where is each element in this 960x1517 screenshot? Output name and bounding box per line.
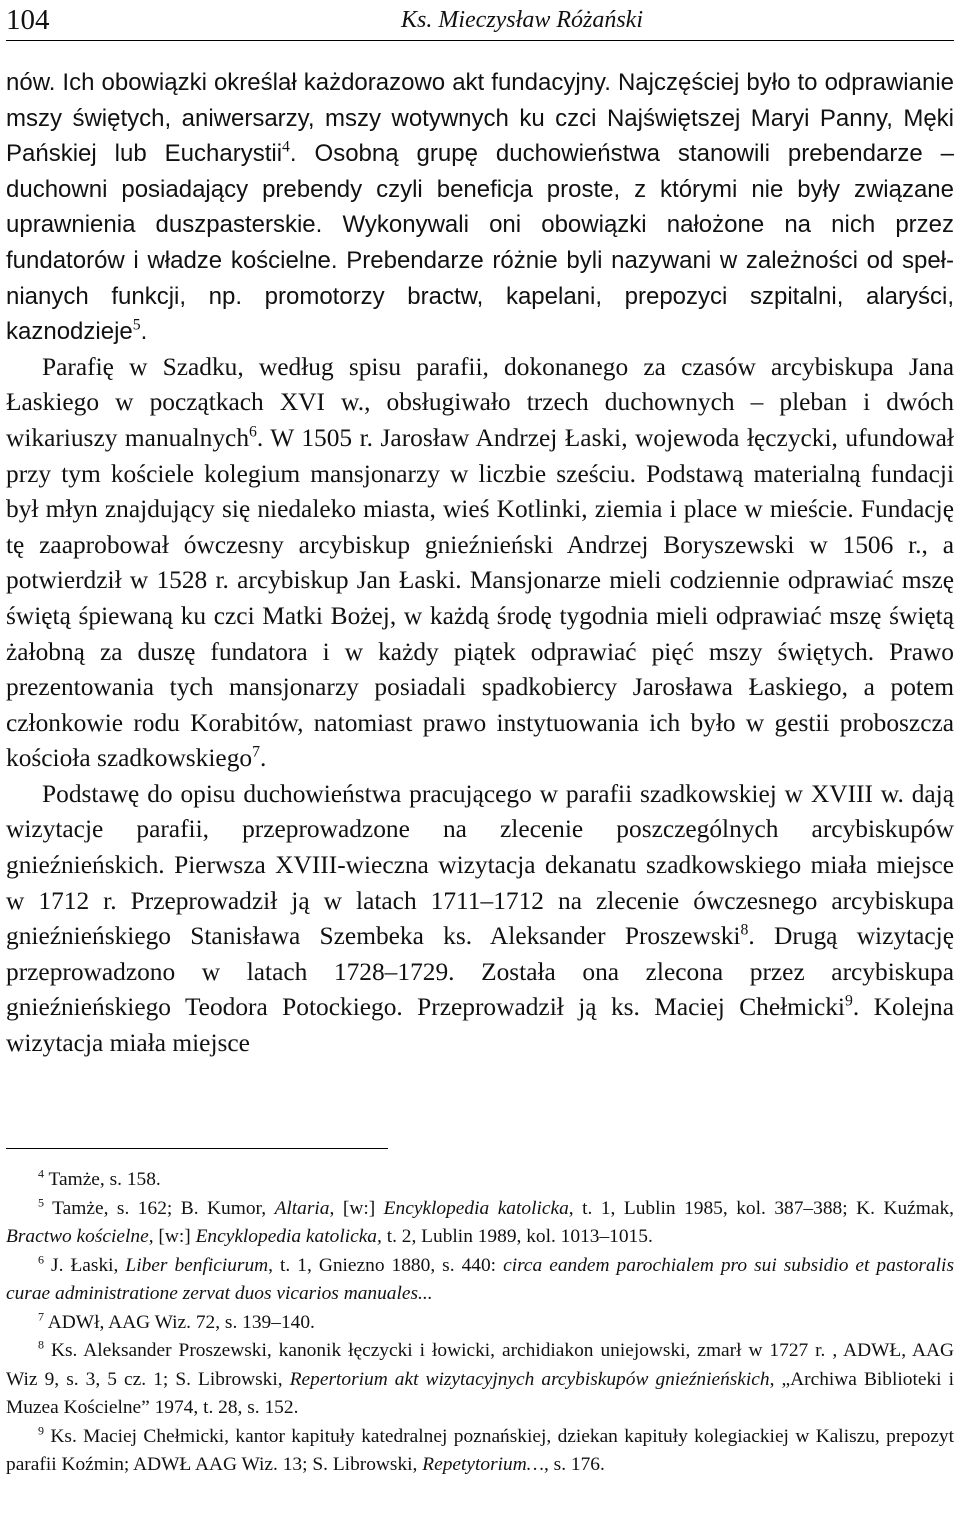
running-head: Ks. Mieczysław Różański <box>401 7 643 33</box>
footnote-ref-9[interactable]: 9 <box>844 992 853 1010</box>
footnote-4: $^4$ Tamże, s. 158. <box>38 1166 161 1190</box>
footnote-ref-5[interactable]: 5 <box>132 316 141 334</box>
footnote-ref-7[interactable]: 7 <box>252 743 260 761</box>
footnotes <box>6 1166 954 1480</box>
footnote-8: $^8$ Ks. Aleksander Proszewski, kanonik łęczycki i łowicki, archidiakon uniejowski, zmarł w 1727 r. , ADWŁ, AAG Wiz 9, s. 3, 5 cz. 1; S. Librowski, Repertorium akt wizytacyjnych arcybiskupów gnieźnieńskich, „Archiwa Biblioteki i Muzea Kościelne” 1974, t. 28, s. 152. <box>6 1337 954 1418</box>
main-text <box>6 65 954 1062</box>
footnote-ref-6[interactable]: 6 <box>249 423 257 441</box>
footnote-9: $^9$ Ks. Maciej Chełmicki, kantor kapituły katedralnej poznańskiej, dziekan kapituły kolegiackiej w Kaliszu, prepozyt parafii Koźmin; ADWŁ AAG Wiz. 13; S. Librowski, Repetytorium…, s. 176. <box>6 1423 954 1475</box>
footnote-ref-4[interactable]: 4 <box>282 138 290 156</box>
footnote-7: $^7$ ADWł, AAG Wiz. 72, s. 139–140. <box>38 1309 315 1333</box>
paragraph-1: nów. Ich obowiązki określał każdorazowo akt fundacyjny. Najczęściej było to odprawianie mszy świętych, aniwersarzy, mszy wotywnych ku czci Najświętszej Maryi Panny, Męki Pańskiej lub Eucharystii$^4$. Osobną grupę duchowieństwa stanowili prebendarze – duchowni posiadający prebendy czyli beneficja proste, z którymi nie były związane uprawnienia duszpasterskie. Wykonywali oni obowiązki nałożone na nich przez fundatorów i władze kościelne. Prebendarze różnie byli nazywani w zależności od spełnianych funkcji, np. promotorzy bractw, kapelani, prepozyci szpitalni, alaryści, kaznodzieje$^5$. <box>6 69 954 346</box>
footnote-ref-8[interactable]: 8 <box>740 921 749 939</box>
footnote-6: $^6$ J. Łaski, Liber benficiurum, t. 1, Gniezno 1880, s. 440: circa eandem parochialem pro sui subsidio et pastoralis curae administratione zervat duos vicarios manuales... <box>6 1252 954 1304</box>
paragraph-2: Parafię w Szadku, według spisu parafii, dokonanego za czasów arcybiskupa Jana Łaskiego w początkach XVI w., obsługiwało trzech duchownych – pleban i dwóch wikariuszy manualnych$^6$. W 1505 r. Jarosław Andrzej Łaski, wojewoda łęczycki, ufundował przy tym kościele kolegium mansjonarzy w liczbie sześciu. Podstawą materialną fundacji był młyn znajdujący się niedaleko miasta, wieś Kotlinki, ziemia i place w mieście. Fundację tę zaaprobował ówczesny arcybiskup gnieźnieński Andrzej Boryszewski w 1506 r., a potwierdził w 1528 r. arcybiskup Jan Łaski. Mansjonarze mieli codziennie odprawiać mszę świętą śpiewaną ku czci Matki Bożej, w każdą środę tygodnia mieli odprawiać mszę świętą żałobną za duszę fundatora i w każdy piątek odprawiać pięć mszy świętych. Prawo prezentowania tych mansjonarzy posiadali spadkobiercy Jarosława Łaskiego, a potem członkowie rodu Korabitów, natomiast prawo instytuowania ich było w gestii proboszcza kościoła szadkowskiego$^7$. <box>6 352 954 773</box>
page-number: 104 <box>6 4 50 36</box>
footnote-rule <box>6 1148 388 1149</box>
page-header <box>6 2 954 44</box>
header-rule <box>6 40 954 41</box>
paragraph-3: Podstawę do opisu duchowieństwa pracującego w parafii szadkowskiej w XVIII w. dają wizytacje parafii, przeprowadzone na zlecenie poszczególnych arcybiskupów gnieźnieńskich. Pierwsza XVIII-wieczna wizytacja dekanatu szadkowskiego miała miejsce w 1712 r. Przeprowadził ją w latach 1711–1712 na zlecenie ówczesnego arcybiskupa gnieźnieńskiego Stanisława Szembeka ks. Aleksander Proszewski$^8$. Drugą wizytację przeprowadzono w latach 1728–1729. Została ona zlecona przez arcybiskupa gnieźnieńskiego Teodora Potockiego. Przeprowadził ją ks. Maciej Chełmicki$^9$. Kolejna wizytacja miała miejsce <box>6 779 954 1058</box>
footnote-5: $^5$ Tamże, s. 162; B. Kumor, Altaria, [w:] Encyklopedia katolicka, t. 1, Lublin 1985, kol. 387–388; K. Kuźmak, Bractwo kościelne, [w:] Encyklopedia katolicka, t. 2, Lublin 1989, kol. 1013–1015. <box>6 1195 954 1247</box>
